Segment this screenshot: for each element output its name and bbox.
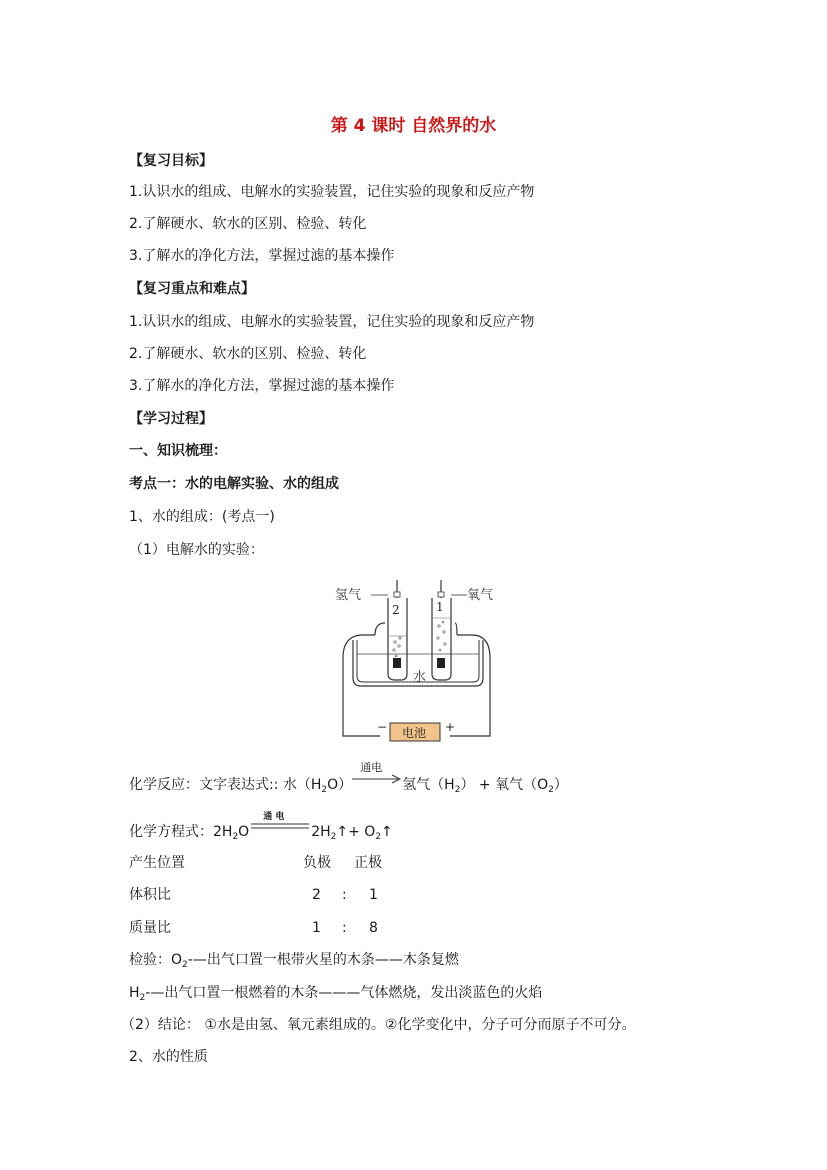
table-row-label: 产生位置 xyxy=(129,855,185,871)
h2-test: $H_2-—$出气口置一根燃着的木条———气体燃烧，发出淡蓝色的火焰 xyxy=(129,985,543,1003)
oxygen-label: 氧气 xyxy=(467,588,494,603)
point1-heading: 考点一：水的电解实验、水的组成 xyxy=(129,476,339,492)
page-title: 第 4 课时 自然界的水 xyxy=(330,116,497,136)
item2: 2、水的性质 xyxy=(129,1049,208,1065)
table-cell: : xyxy=(342,887,347,903)
key-heading: 【复习重点和难点】 xyxy=(129,281,255,297)
electrolysis-condition: 通电 xyxy=(360,761,383,774)
goal-item: 1.认识水的组成、电解水的实验装置，记住实验的现象和反应产物 xyxy=(129,184,535,200)
goal-item: 3.了解水的净化方法，掌握过滤的基本操作 xyxy=(129,248,395,264)
key-item: 3.了解水的净化方法，掌握过滤的基本操作 xyxy=(129,378,395,394)
electrolysis-diagram xyxy=(335,578,500,748)
goals-heading: 【复习目标】 xyxy=(129,153,213,169)
table-row-label: 体积比 xyxy=(129,887,171,903)
goal-item: 2.了解硬水、软水的区别、检验、转化 xyxy=(129,216,367,232)
hydrogen-label: 氢气 xyxy=(335,588,362,603)
part1-heading: 一、知识梳理： xyxy=(129,443,227,459)
tube-number-left: 2 xyxy=(392,603,400,617)
conclusion: （2）结论： ①水是由氢、氧元素组成的。②化学变化中，分子可分而原子不可分。 xyxy=(121,1017,636,1033)
tube-number-right: 1 xyxy=(436,600,444,614)
process-heading: 【学习过程】 xyxy=(129,411,213,427)
reaction-arrow xyxy=(352,761,402,789)
battery-plus: + xyxy=(445,720,456,734)
item1: 1、水的组成：(考点一) xyxy=(129,509,275,525)
table-cell: 8 xyxy=(369,920,378,936)
o2-test: 检验：$O_2-—$出气口置一根带火星的木条——木条复燃 xyxy=(129,952,459,970)
battery-label: 电池 xyxy=(402,726,427,740)
table-cell: 1 xyxy=(312,920,321,936)
table-cell: 负极 xyxy=(303,855,331,871)
table-cell: 2 xyxy=(312,887,321,903)
table-row-label: 质量比 xyxy=(129,920,171,936)
key-item: 1.认识水的组成、电解水的实验装置，记住实验的现象和反应产物 xyxy=(129,314,535,330)
table-cell: : xyxy=(342,920,347,936)
table-cell: 正极 xyxy=(354,855,382,871)
equation-equals xyxy=(249,812,311,836)
word-equation: 化学反应：文字表达式:: 水$(H_2O)$ 通电 氢气$(H_2)$ + 氧气$(O_2)$ xyxy=(129,761,568,795)
chemical-equation: 化学方程式：$2H_2O$ 通 电 $2H_2↑+$ $O_2↑$ xyxy=(129,818,393,843)
battery-minus: − xyxy=(377,720,388,734)
water-label: 水 xyxy=(413,670,427,685)
key-item: 2.了解硬水、软水的区别、检验、转化 xyxy=(129,346,367,362)
equation-condition: 通 电 xyxy=(263,812,285,822)
table-cell: 1 xyxy=(369,887,378,903)
item1-1: （1）电解水的实验： xyxy=(129,542,264,558)
